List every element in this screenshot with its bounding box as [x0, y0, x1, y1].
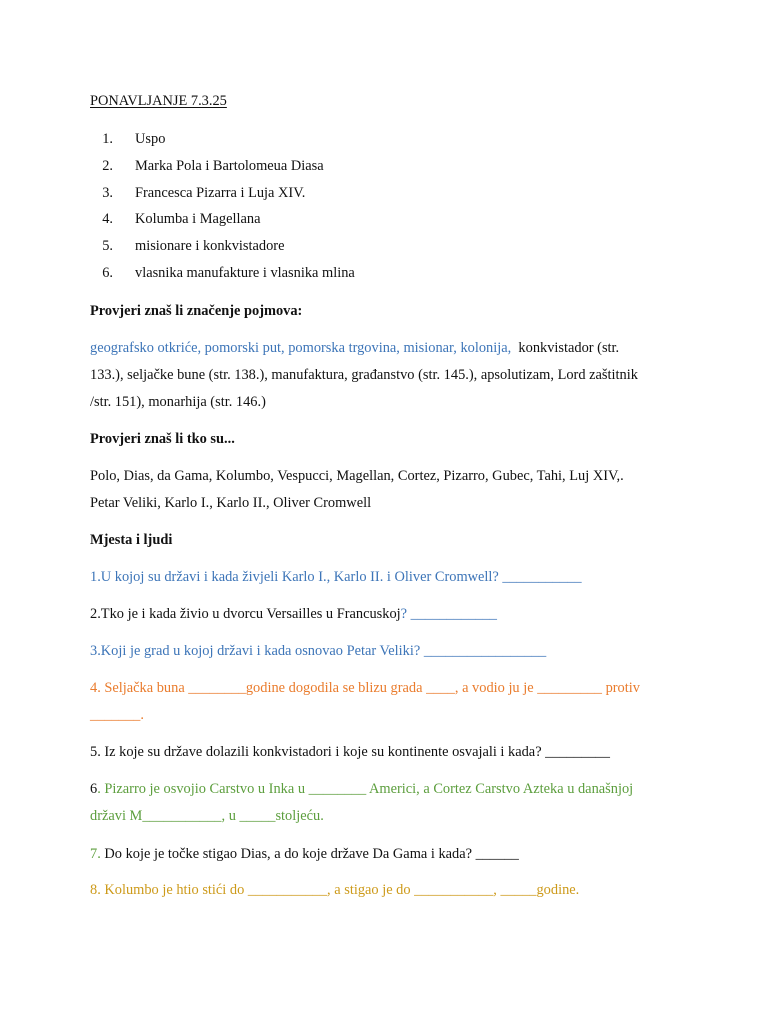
question-1: 1.U kojoj su državi i kada živjeli Karlo I., Karlo II. i Oliver Cromwell? ___________: [90, 569, 582, 585]
terms-blue-text: geografsko otkriće, pomorski put, pomorska trgovina, misionar, kolonija,: [90, 340, 512, 356]
terms-black-text: konkvistador (str.: [518, 340, 620, 356]
terms-line-2: 133.), seljačke bune (str. 138.), manufaktura, građanstvo (str. 145.), apsolutizam, Lord zaštitnik: [90, 367, 638, 383]
question-7: [90, 845, 519, 863]
question-3: 3.Koji je grad u kojoj državi i kada osnovao Petar Veliki? _________________: [90, 643, 547, 659]
terms-line-3: /str. 151), monarhija (str. 146.): [90, 394, 266, 410]
terms-line-1: [90, 339, 619, 357]
numbered-list: [90, 130, 355, 291]
list-item: [90, 130, 355, 157]
question-7-text: Do koje je točke stigao Dias, a do koje države Da Gama i kada? ______: [100, 846, 519, 862]
people-line-1: Polo, Dias, da Gama, Kolumbo, Vespucci, Magellan, Cortez, Pizarro, Gubec, Tahi, Luj XIV,.: [90, 468, 624, 484]
question-7-number: 7.: [90, 846, 101, 862]
question-6-line-1: [90, 780, 633, 798]
list-number: 1.: [102, 131, 113, 147]
question-2-text: 2.Tko je i kada živio u dvorcu Versailles u Francuskoj: [90, 606, 401, 622]
list-item: [90, 264, 355, 291]
list-number: 6.: [102, 264, 113, 281]
question-4-line-1: 4. Seljačka buna ________godine dogodila se blizu grada ____, a vodio ju je _________ protiv: [90, 680, 640, 696]
list-text: Uspo: [135, 131, 166, 147]
question-4-line-2: _______.: [90, 707, 144, 723]
list-text: vlasnika manufakture i vlasnika mlina: [135, 264, 355, 281]
list-text: Kolumba i Magellana: [135, 211, 261, 228]
list-number: 4.: [102, 211, 113, 228]
terms-heading: Provjeri znaš li značenje pojmova:: [90, 303, 303, 319]
list-item: [90, 184, 355, 211]
list-item: [90, 210, 355, 237]
list-text: misionare i konkvistadore: [135, 238, 285, 255]
question-6-line-2: državi M___________, u _____stoljeću.: [90, 808, 324, 824]
list-item: [90, 237, 355, 264]
list-number: 3.: [102, 184, 113, 201]
list-item: [90, 157, 355, 184]
list-number: 5.: [102, 238, 113, 255]
list-text: Marka Pola i Bartolomeua Diasa: [135, 157, 324, 174]
question-2-blank: ? ____________: [400, 606, 498, 622]
list-text: Francesca Pizarra i Luja XIV.: [135, 184, 306, 201]
list-number: 2.: [102, 157, 113, 174]
question-2: [90, 605, 497, 623]
question-5: 5. Iz koje su države dolazili konkvistadori i koje su kontinente osvajali i kada? _________: [90, 744, 610, 760]
question-6-text: . Pizarro je osvojio Carstvo u Inka u ________ Americi, a Cortez Carstvo Azteka u današnjoj: [97, 781, 634, 797]
page-title: PONAVLJANJE 7.3.25: [90, 93, 227, 109]
people-heading: Provjeri znaš li tko su...: [90, 431, 235, 447]
places-heading: Mjesta i ljudi: [90, 532, 173, 548]
people-line-2: Petar Veliki, Karlo I., Karlo II., Oliver Cromwell: [90, 495, 372, 511]
question-6-number: 6: [90, 781, 98, 797]
question-8: 8. Kolumbo je htio stići do ___________, a stigao je do ___________, _____godine.: [90, 882, 580, 898]
